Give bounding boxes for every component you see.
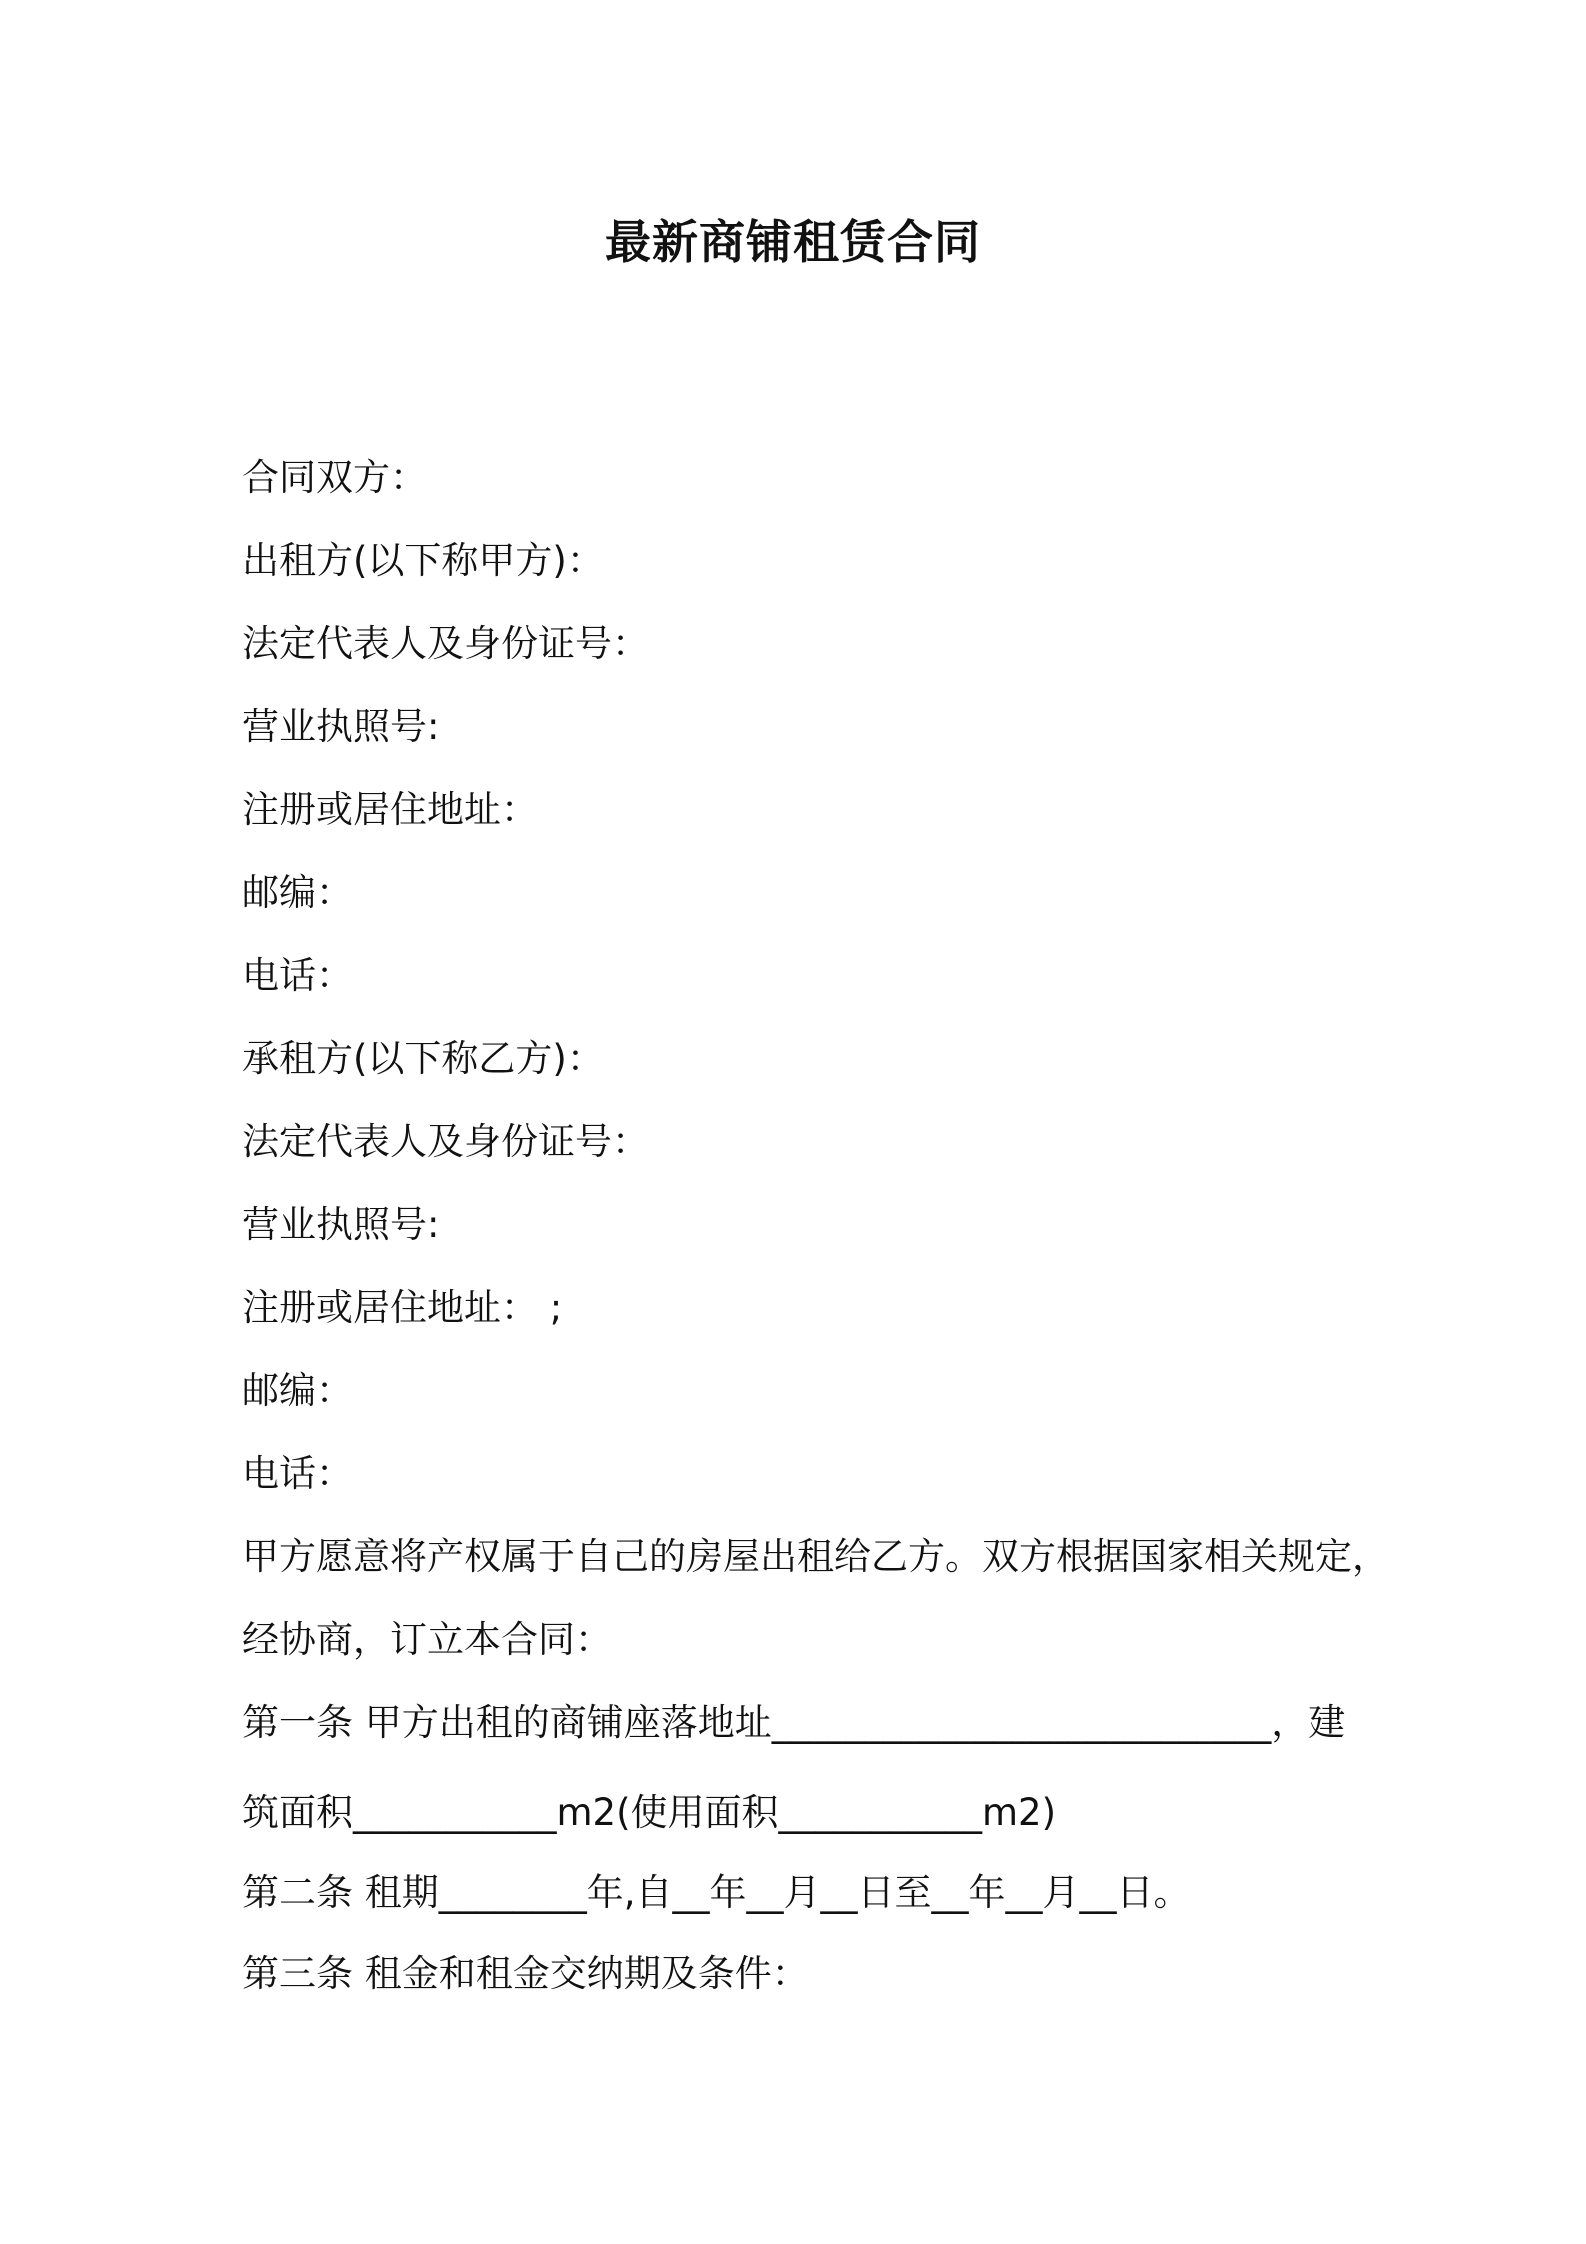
line-contract-parties: 合同双方： [242,456,427,499]
line-lessee-phone: 电话： [242,1452,353,1495]
line-article1-part1: 第一条 甲方出租的商铺座落地址___________________________，建 [242,1701,1346,1744]
line-article2: 第二条 租期________年,自__年__月__日至__年__月__日。 [242,1871,1191,1914]
line-lessee-legal-rep: 法定代表人及身份证号： [242,1120,649,1163]
line-lessor-postcode: 邮编： [242,871,353,914]
line-article3: 第三条 租金和租金交纳期及条件： [242,1952,809,1995]
line-lessee: 承租方(以下称乙方)： [242,1037,604,1080]
line-lessor: 出租方(以下称甲方)： [242,539,604,582]
line-lessor-address: 注册或居住地址： [242,788,538,831]
line-lessee-license: 营业执照号: [242,1203,440,1246]
line-article1-part2: 筑面积___________m2(使用面积___________m2) [242,1791,1057,1834]
line-intro-part1: 甲方愿意将产权属于自己的房屋出租给乙方。双方根据国家相关规定， [242,1535,1389,1578]
line-lessor-phone: 电话： [242,954,353,997]
document-title: 最新商铺租赁合同 [605,215,981,269]
line-intro-part2: 经协商，订立本合同： [242,1618,612,1661]
line-lessee-address: 注册或居住地址： ; [242,1286,563,1329]
line-lessor-legal-rep: 法定代表人及身份证号： [242,622,649,665]
line-lessor-license: 营业执照号: [242,705,440,748]
line-lessee-postcode: 邮编： [242,1369,353,1412]
